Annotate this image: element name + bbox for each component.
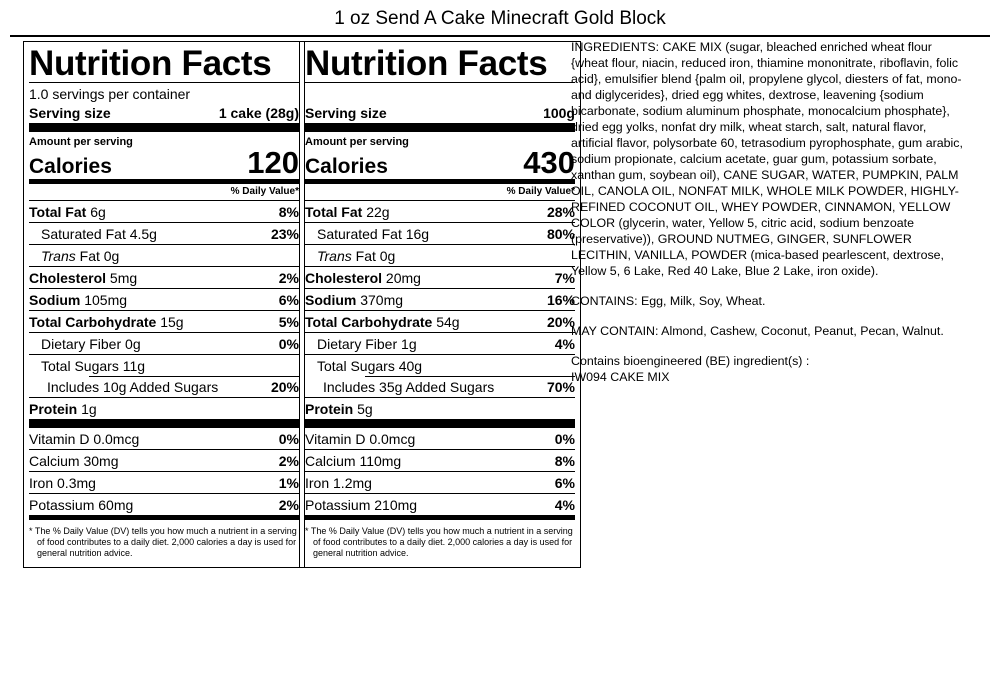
vitamin-name: Calcium 110mg: [305, 452, 402, 469]
vitamin-row: [305, 471, 575, 493]
calories-row: [29, 145, 299, 180]
vitamin-row: [305, 493, 575, 515]
nutrient-name: Total Carbohydrate: [29, 313, 157, 330]
may-contain-statement: MAY CONTAIN: Almond, Cashew, Coconut, Peanut, Pecan, Walnut.: [571, 324, 944, 338]
nutrient-amount: 105mg: [84, 291, 128, 308]
vitamin-dv: 8%: [554, 452, 575, 469]
heavy-divider: [305, 419, 575, 428]
nutrient-name: Dietary Fiber: [41, 335, 122, 352]
vitamin-dv: 2%: [278, 452, 299, 469]
nutrition-panel-per-100g: [299, 41, 581, 568]
serving-size-label: Serving size: [29, 105, 111, 121]
vitamin-row: [29, 471, 299, 493]
nutrition-panel-per-serving: [23, 41, 305, 568]
nutrient-name-italic: Trans: [317, 247, 352, 264]
heavy-divider: [305, 123, 575, 132]
vitamin-dv: 2%: [278, 496, 299, 513]
nutrient-name: Includes 35g Added Sugars: [323, 378, 495, 395]
nutrient-name: Total Sugars: [41, 357, 119, 374]
nutrient-dv: 2%: [278, 269, 299, 286]
heavy-divider: [29, 419, 299, 428]
nutrient-dv: 7%: [554, 269, 575, 286]
nutrient-amount: 0g: [125, 335, 141, 352]
nutrient-row-total-sugars: [29, 354, 299, 376]
nutrient-amount: 20mg: [385, 269, 421, 286]
nutrient-row-trans-fat: [305, 244, 575, 266]
nutrient-row-total-sugars: [305, 354, 575, 376]
nutrient-name: Sodium: [305, 291, 357, 308]
nutrient-dv: 16%: [546, 291, 575, 308]
nutrient-row-total-carbohydrate: [29, 310, 299, 332]
daily-value-header: % Daily Value*: [230, 186, 299, 197]
vitamin-row: [305, 428, 575, 449]
calories-label: Calories: [29, 155, 112, 178]
nutrient-amount: 15g: [160, 313, 184, 330]
nutrient-dv: 20%: [270, 378, 299, 395]
nutrient-amount: 1g: [81, 400, 97, 417]
nutrient-amount: 5mg: [109, 269, 138, 286]
calories-label: Calories: [305, 155, 388, 178]
nutrient-amount: 40g: [398, 357, 423, 374]
nutrient-amount: 4.5g: [129, 225, 157, 242]
vitamin-name: Calcium 30mg: [29, 452, 119, 469]
nutrient-dv: 5%: [278, 313, 299, 330]
nutrient-row-cholesterol: [29, 266, 299, 288]
nutrient-dv: 20%: [546, 313, 575, 330]
medium-divider: [305, 515, 575, 520]
daily-value-footnote: * The % Daily Value (DV) tells you how much a nutrient in a serving of food contributes to a daily diet. 2,000 calories a day is used for general nutrition advice.: [29, 526, 297, 558]
nutrient-row-trans-fat: [29, 244, 299, 266]
nutrient-row-sodium: [305, 288, 575, 310]
vitamin-dv: 0%: [554, 430, 575, 447]
nutrient-row-protein: [305, 397, 575, 419]
nutrient-name: Total Fat: [29, 203, 87, 220]
nutrient-name-italic: Trans: [41, 247, 76, 264]
nutrient-amount: 1g: [401, 335, 417, 352]
nutrient-row-added-sugars: [29, 376, 299, 397]
daily-value-footnote: * The % Daily Value (DV) tells you how much a nutrient in a serving of food contributes to a daily diet. 2,000 calories a day is used for general nutrition advice.: [305, 526, 573, 558]
vitamin-name: Vitamin D 0.0mcg: [305, 430, 416, 447]
nutrient-name: Protein: [29, 400, 78, 417]
nutrient-name: Saturated Fat: [317, 225, 402, 242]
nutrient-dv: 23%: [270, 225, 299, 242]
vitamin-row: [305, 449, 575, 471]
ingredients-section: [571, 39, 971, 385]
vitamin-name: Iron 0.3mg: [29, 474, 96, 491]
nutrition-facts-heading: Nutrition Facts: [305, 44, 548, 83]
contains-statement: CONTAINS: Egg, Milk, Soy, Wheat.: [571, 294, 766, 308]
nutrient-name: Total Sugars: [317, 357, 395, 374]
nutrient-dv: 80%: [546, 225, 575, 242]
nutrition-facts-heading: Nutrition Facts: [29, 44, 272, 83]
vitamin-row: [29, 428, 299, 449]
nutrient-name: Cholesterol: [305, 269, 383, 286]
daily-value-header: % Daily Value*: [506, 186, 575, 197]
vitamin-name: Potassium 60mg: [29, 496, 134, 513]
serving-size-value: 1 cake (28g): [218, 105, 299, 121]
nutrient-row-saturated-fat: [29, 222, 299, 244]
nutrient-amount: 54g: [436, 313, 460, 330]
calories-row: [305, 145, 575, 180]
nutrient-name: Fat: [79, 247, 100, 264]
nutrient-amount: 5g: [357, 400, 373, 417]
vitamin-dv: 1%: [278, 474, 299, 491]
bioengineered-item: IW094 CAKE MIX: [571, 370, 670, 384]
nutrient-row-cholesterol: [305, 266, 575, 288]
nutrient-row-total-fat: [29, 200, 299, 222]
vitamin-name: Vitamin D 0.0mcg: [29, 430, 140, 447]
nutrient-dv: 0%: [278, 335, 299, 352]
serving-size-row: [29, 103, 299, 123]
vitamin-row: [29, 449, 299, 471]
nutrient-amount: 6g: [90, 203, 106, 220]
vitamin-dv: 4%: [554, 496, 575, 513]
bioengineered-statement: [571, 353, 971, 385]
nutrient-amount: 22g: [366, 203, 390, 220]
servings-per-container: 1.0 servings per container: [29, 86, 191, 102]
calories-value: 120: [247, 145, 299, 180]
nutrient-row-protein: [29, 397, 299, 419]
amount-per-serving: Amount per serving: [29, 136, 133, 148]
nutrient-name: Dietary Fiber: [317, 335, 398, 352]
nutrient-name: Total Fat: [305, 203, 363, 220]
nutrient-dv: 4%: [554, 335, 575, 352]
serving-size-label: Serving size: [305, 105, 387, 121]
serving-size-value: 100g: [543, 105, 575, 121]
nutrient-dv: 28%: [546, 203, 575, 220]
heavy-divider: [29, 123, 299, 132]
vitamin-name: Iron 1.2mg: [305, 474, 372, 491]
vitamin-name: Potassium 210mg: [305, 496, 418, 513]
vitamin-dv: 6%: [554, 474, 575, 491]
servings-per-container: [305, 85, 575, 103]
nutrient-name: Protein: [305, 400, 354, 417]
nutrient-dv: 8%: [278, 203, 299, 220]
nutrient-name: Total Carbohydrate: [305, 313, 433, 330]
nutrient-row-added-sugars: [305, 376, 575, 397]
medium-divider: [29, 515, 299, 520]
nutrient-row-sodium: [29, 288, 299, 310]
page-title: 1 oz Send A Cake Minecraft Gold Block: [334, 8, 666, 29]
nutrient-row-total-carbohydrate: [305, 310, 575, 332]
nutrient-row-total-fat: [305, 200, 575, 222]
nutrient-row-saturated-fat: [305, 222, 575, 244]
nutrient-dv: 70%: [546, 378, 575, 395]
vitamin-row: [29, 493, 299, 515]
nutrient-amount: 11g: [122, 357, 146, 374]
nutrient-name: Saturated Fat: [41, 225, 126, 242]
nutrient-name: Cholesterol: [29, 269, 107, 286]
ingredients-text: INGREDIENTS: CAKE MIX (sugar, bleached enriched wheat flour {wheat flour, niacin, reduced iron, thiamine mononitrate, riboflavin, folic acid}, emulsifier blend {palm oil, propylene glycol, diesters of fat, mono-and diglycerides}, dried egg whites, dextrose, leavening {sodium bicarbonate, sodium aluminum phosphate, monocalcium phosphate}, dried egg yolks, nonfat dry milk, wheat starch, salt, natural flavor, artificial flavor, polysorbate 60, tetrasodium pyrophosphate, gum arabic, sodium propionate, calcium acetate, guar gum, potassium sorbate, xanthan gum, soybean oil), CANE SUGAR, WATER, PUMPKIN, PALM OIL, CANOLA OIL, NONFAT MILK, WHOLE MILK POWDER, HIGHLY-REFINED COCONUT OIL, WHEY POWDER, CINNAMON, YELLOW COLOR (glycerin, water, Yellow 5, citric acid, sodium benzoate (preservative)), GROUND NUTMEG, GINGER, SUNFLOWER LECITHIN, VANILLA, POWDER (mica-based pearlescent, dextrose, Yellow 5, 6 Lake, Red 40 Lake, Blue 2 Lake, iron oxide).: [571, 40, 963, 278]
nutrient-amount: 16g: [405, 225, 430, 242]
serving-size-row: [305, 103, 575, 123]
calories-value: 430: [523, 145, 575, 180]
nutrient-dv: 6%: [278, 291, 299, 308]
nutrient-amount: 0g: [379, 247, 396, 264]
vitamin-dv: 0%: [278, 430, 299, 447]
nutrient-name: Includes 10g Added Sugars: [47, 378, 219, 395]
nutrient-amount: 0g: [103, 247, 120, 264]
nutrient-row-dietary-fiber: [305, 332, 575, 354]
bioengineered-line: Contains bioengineered (BE) ingredient(s) :: [571, 354, 810, 368]
nutrient-row-dietary-fiber: [29, 332, 299, 354]
nutrient-name: Sodium: [29, 291, 81, 308]
title-divider: [10, 35, 990, 37]
amount-per-serving: Amount per serving: [305, 136, 409, 148]
nutrient-name: Fat: [355, 247, 376, 264]
nutrient-amount: 370mg: [360, 291, 404, 308]
